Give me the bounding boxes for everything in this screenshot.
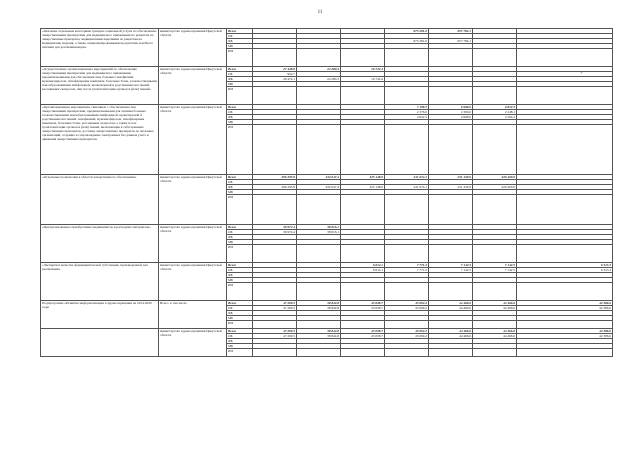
amount-cell: 44 466.6 bbox=[473, 306, 517, 311]
amount-cell bbox=[429, 349, 473, 357]
funding-source: Всего bbox=[227, 175, 253, 180]
funding-source: ОБ bbox=[227, 268, 253, 273]
funding-source: МБ bbox=[227, 190, 253, 195]
measure-name: «Отдельные полномочия в области лекарственного обеспечения» bbox=[41, 175, 159, 225]
measure-name: «Экспертиза качества фармацевтической субстанции, произведенной для реализации» bbox=[41, 263, 159, 301]
amount-cell bbox=[429, 195, 473, 225]
amount-cell: 2 376.0 bbox=[385, 110, 429, 115]
amount-cell bbox=[473, 283, 517, 301]
amount-cell bbox=[517, 87, 613, 105]
amount-cell: 42 386.6 bbox=[517, 334, 613, 339]
amount-cell bbox=[517, 245, 613, 263]
funding-source: ОБ bbox=[227, 334, 253, 339]
amount-cell bbox=[385, 349, 429, 357]
funding-source: Всего bbox=[227, 29, 253, 34]
amount-cell bbox=[253, 245, 297, 263]
funding-source: ИИ bbox=[227, 49, 253, 67]
amount-cell: 4 668.0 bbox=[429, 115, 473, 120]
amount-cell: 38 844.8 bbox=[297, 334, 341, 339]
funding-source: МБ bbox=[227, 278, 253, 283]
amount-cell bbox=[341, 349, 385, 357]
page-number: 11 bbox=[317, 10, 323, 15]
amount-cell: 43 638.7 bbox=[341, 334, 385, 339]
amount-cell: 231 430.9 bbox=[429, 175, 473, 180]
amount-cell: 432 047.4 bbox=[297, 175, 341, 180]
amount-cell bbox=[473, 195, 517, 225]
amount-cell: 4 564.2 bbox=[473, 115, 517, 120]
amount-cell: 6 968.0 bbox=[429, 105, 473, 110]
amount-cell: 47 209.5 bbox=[253, 329, 297, 334]
amount-cell: 38 844.8 bbox=[297, 329, 341, 334]
amount-cell: 44 466.6 bbox=[429, 301, 473, 306]
amount-cell bbox=[385, 195, 429, 225]
amount-cell: 226 400.0 bbox=[473, 185, 517, 190]
budget-table-body bbox=[41, 29, 613, 357]
funding-source: ИИ bbox=[227, 321, 253, 329]
amount-cell bbox=[297, 125, 341, 175]
amount-cell: 2 248.1 bbox=[473, 110, 517, 115]
measure-name: «Централизованное приобретение медикаментов и расходных материалов» bbox=[41, 225, 159, 263]
amount-cell bbox=[341, 245, 385, 263]
amount-cell: 44 466.6 bbox=[473, 301, 517, 306]
amount-cell bbox=[297, 283, 341, 301]
amount-cell bbox=[517, 195, 613, 225]
amount-cell: 43 638.7 bbox=[341, 301, 385, 306]
funding-source: ФБ bbox=[227, 185, 253, 190]
funding-source: ФБ bbox=[227, 235, 253, 240]
amount-cell: 16 742.4 bbox=[341, 67, 385, 72]
responsible-executor: министерство здравоохранения Иркутской области bbox=[159, 263, 227, 301]
funding-source: МБ bbox=[227, 240, 253, 245]
amount-cell bbox=[297, 245, 341, 263]
funding-source: МБ bbox=[227, 82, 253, 87]
amount-cell bbox=[385, 245, 429, 263]
amount-cell bbox=[297, 87, 341, 105]
amount-cell: 36 974.4 bbox=[253, 225, 297, 230]
funding-source: ОБ bbox=[227, 306, 253, 311]
amount-cell bbox=[517, 283, 613, 301]
check-mark: ✓ bbox=[580, 71, 585, 76]
amount-cell: 7 142.5 bbox=[429, 263, 473, 268]
funding-source: ИИ bbox=[227, 125, 253, 175]
amount-cell: 7 198.5 bbox=[385, 105, 429, 110]
amount-cell: 43 638.7 bbox=[341, 306, 385, 311]
amount-cell: 16 742.4 bbox=[341, 77, 385, 82]
funding-source: Всего bbox=[227, 263, 253, 268]
budget-table bbox=[40, 28, 613, 357]
amount-cell: 7 142.5 bbox=[473, 263, 517, 268]
amount-cell: 45 094.2 bbox=[385, 301, 429, 306]
amount-cell: 231 430.9 bbox=[429, 185, 473, 190]
amount-cell: 24 280.3 bbox=[297, 77, 341, 82]
funding-source: Всего bbox=[227, 105, 253, 110]
amount-cell bbox=[517, 125, 613, 175]
funding-source: ИИ bbox=[227, 283, 253, 301]
amount-cell bbox=[253, 87, 297, 105]
amount-cell: 42 386.6 bbox=[517, 301, 613, 306]
funding-source: ОБ bbox=[227, 230, 253, 235]
amount-cell: 38 016.1 bbox=[297, 230, 341, 235]
funding-source: ФБ bbox=[227, 115, 253, 120]
amount-cell: 325 148.0 bbox=[341, 175, 385, 180]
amount-cell bbox=[385, 87, 429, 105]
amount-cell: 47 209.5 bbox=[253, 301, 297, 306]
amount-cell: 43 638.7 bbox=[341, 329, 385, 334]
amount-cell: 6 313.3 bbox=[517, 263, 613, 268]
responsible-executor: Всего, в том числе bbox=[159, 301, 227, 329]
responsible-executor: министерство здравоохранения Иркутской области bbox=[159, 29, 227, 67]
amount-cell: 6 313.3 bbox=[517, 268, 613, 273]
amount-cell: 657 784.1 bbox=[429, 29, 473, 34]
amount-cell bbox=[473, 87, 517, 105]
responsible-executor: министерство здравоохранения Иркутской области bbox=[159, 67, 227, 105]
amount-cell: 38 016.1 bbox=[297, 225, 341, 230]
funding-source: ИИ bbox=[227, 349, 253, 357]
funding-source: ОБ bbox=[227, 72, 253, 77]
funding-source: ФБ bbox=[227, 77, 253, 82]
amount-cell: 45 094.2 bbox=[385, 329, 429, 334]
funding-source: Всего bbox=[227, 225, 253, 230]
amount-cell: 45 094.2 bbox=[385, 306, 429, 311]
funding-source: ИИ bbox=[227, 87, 253, 105]
amount-cell bbox=[253, 195, 297, 225]
amount-cell: 296 295.8 bbox=[253, 185, 297, 190]
amount-cell bbox=[297, 195, 341, 225]
amount-cell bbox=[341, 49, 385, 67]
amount-cell: 24 280.3 bbox=[297, 67, 341, 72]
amount-cell bbox=[253, 349, 297, 357]
amount-cell: 325 148.0 bbox=[341, 185, 385, 190]
measure-name: «Оказание отдельным категориям граждан социальной услуги по обеспечению лекарственными препаратами для медицинского применения по рецептам на лекарственные препараты, медицинскими изделиями по рецептам на медицинские изделия, а также специализированными продуктами лечебного питания для детей-инвалидов» bbox=[41, 29, 159, 67]
amount-cell bbox=[385, 125, 429, 175]
amount-cell: 6 614.1 bbox=[341, 268, 385, 273]
amount-cell: 45 094.2 bbox=[385, 334, 429, 339]
amount-cell bbox=[517, 321, 613, 329]
funding-source: Всего bbox=[227, 329, 253, 334]
amount-cell: 47 209.5 bbox=[253, 306, 297, 311]
responsible-executor: министерство здравоохранения Иркутской области bbox=[159, 175, 227, 225]
funding-source: ФБ bbox=[227, 273, 253, 278]
measure-name: «Организационные мероприятия, связанные с обеспечением лиц лекарственными препаратами, предназначенными для лечения больных злокачественными новообразованиями лимфоидной, кроветворной и родственных им тканей, гемофилией, муковисцидозом, гипофизарным нанизмом, болезнью Гоше, рассеянным склерозом, а также после трансплантации органов и (или) тканей, включающие в себя хранение лекарственных препаратов, доставку лекарственных препаратов до аптечных организаций, создание и сопровождение электронных баз данных учета и движения лекарственных препаратов» bbox=[41, 105, 159, 175]
amount-cell: 954.7 bbox=[253, 72, 297, 77]
amount-cell: 296 295.8 bbox=[253, 175, 297, 180]
amount-cell: 47 209.5 bbox=[253, 334, 297, 339]
amount-cell bbox=[429, 245, 473, 263]
amount-cell bbox=[297, 321, 341, 329]
amount-cell: 675 281.0 bbox=[385, 29, 429, 34]
amount-cell: 7 771.2 bbox=[385, 263, 429, 268]
funding-source: МБ bbox=[227, 344, 253, 349]
amount-cell: 38 844.8 bbox=[297, 306, 341, 311]
funding-source: МБ bbox=[227, 316, 253, 321]
amount-cell bbox=[429, 283, 473, 301]
amount-cell bbox=[341, 321, 385, 329]
amount-cell bbox=[341, 195, 385, 225]
amount-cell bbox=[429, 87, 473, 105]
funding-source: МБ bbox=[227, 120, 253, 125]
amount-cell bbox=[297, 49, 341, 67]
amount-cell: 6 614.1 bbox=[341, 263, 385, 268]
amount-cell: 7 771.2 bbox=[385, 268, 429, 273]
measure-name bbox=[41, 329, 159, 357]
amount-cell bbox=[429, 125, 473, 175]
amount-cell: 27 428.8 bbox=[253, 67, 297, 72]
funding-source: ИИ bbox=[227, 245, 253, 263]
amount-cell bbox=[517, 349, 613, 357]
amount-cell bbox=[385, 283, 429, 301]
responsible-executor: министерство здравоохранения Иркутской области bbox=[159, 329, 227, 357]
amount-cell bbox=[473, 349, 517, 357]
amount-cell bbox=[341, 125, 385, 175]
amount-cell: 7 142.5 bbox=[429, 268, 473, 273]
amount-cell: 44 466.6 bbox=[473, 334, 517, 339]
amount-cell: 44 466.6 bbox=[429, 334, 473, 339]
amount-cell: 36 974.4 bbox=[253, 230, 297, 235]
amount-cell bbox=[385, 49, 429, 67]
amount-cell: 42 386.6 bbox=[517, 306, 613, 311]
amount-cell: 657 784.1 bbox=[429, 39, 473, 44]
responsible-executor: министерство здравоохранения Иркутской области bbox=[159, 105, 227, 175]
amount-cell bbox=[473, 245, 517, 263]
amount-cell bbox=[297, 349, 341, 357]
amount-cell bbox=[253, 125, 297, 175]
amount-cell: 26 474.1 bbox=[253, 77, 297, 82]
amount-cell: 241 674.1 bbox=[385, 175, 429, 180]
amount-cell: 42 386.6 bbox=[517, 329, 613, 334]
amount-cell: 2 300.0 bbox=[429, 110, 473, 115]
amount-cell bbox=[473, 125, 517, 175]
amount-cell: 44 466.6 bbox=[429, 306, 473, 311]
amount-cell: 38 844.8 bbox=[297, 301, 341, 306]
funding-source: ИИ bbox=[227, 195, 253, 225]
measure-name: Подпрограмма «Развитие информатизации в здравоохранении на 2014-2020 годы bbox=[41, 301, 159, 329]
amount-cell: 241 674.1 bbox=[385, 185, 429, 190]
amount-cell: 675 281.0 bbox=[385, 39, 429, 44]
amount-cell bbox=[341, 283, 385, 301]
funding-source: ФБ bbox=[227, 311, 253, 316]
funding-source: ОБ bbox=[227, 34, 253, 39]
amount-cell: 44 466.6 bbox=[429, 329, 473, 334]
amount-cell bbox=[253, 321, 297, 329]
amount-cell bbox=[473, 321, 517, 329]
amount-cell bbox=[429, 321, 473, 329]
amount-cell: 7 142.5 bbox=[473, 268, 517, 273]
amount-cell bbox=[517, 49, 613, 67]
funding-source: МБ bbox=[227, 44, 253, 49]
amount-cell bbox=[429, 49, 473, 67]
funding-source: ФБ bbox=[227, 39, 253, 44]
amount-cell bbox=[385, 321, 429, 329]
amount-cell bbox=[253, 283, 297, 301]
amount-cell: 44 466.6 bbox=[473, 329, 517, 334]
amount-cell: 432 047.4 bbox=[297, 185, 341, 190]
amount-cell bbox=[341, 87, 385, 105]
responsible-executor: министерство здравоохранения Иркутской области bbox=[159, 225, 227, 263]
amount-cell: 4 822.5 bbox=[385, 115, 429, 120]
amount-cell: 226 400.0 bbox=[473, 175, 517, 180]
measure-name: «Осуществление организационных мероприятий по обеспечению лекарственными препаратами для медицинского применения, предназначенными для обеспечения лиц, больных гемофилией, муковисцидозом, гипофизарным нанизмом, болезнью Гоше, злокачественными новообразованиями лимфоидной, кроветворной и родственных им тканей, рассеянным склерозом, лиц после трансплантации органов и (или) тканей» bbox=[41, 67, 159, 105]
amount-cell bbox=[473, 49, 517, 67]
amount-cell bbox=[253, 49, 297, 67]
funding-source: Всего bbox=[227, 301, 253, 306]
funding-source: Всего bbox=[227, 67, 253, 72]
amount-cell: 6 812.3 bbox=[473, 105, 517, 110]
funding-source: ОБ bbox=[227, 110, 253, 115]
funding-source: ФБ bbox=[227, 339, 253, 344]
funding-source: ОБ bbox=[227, 180, 253, 185]
